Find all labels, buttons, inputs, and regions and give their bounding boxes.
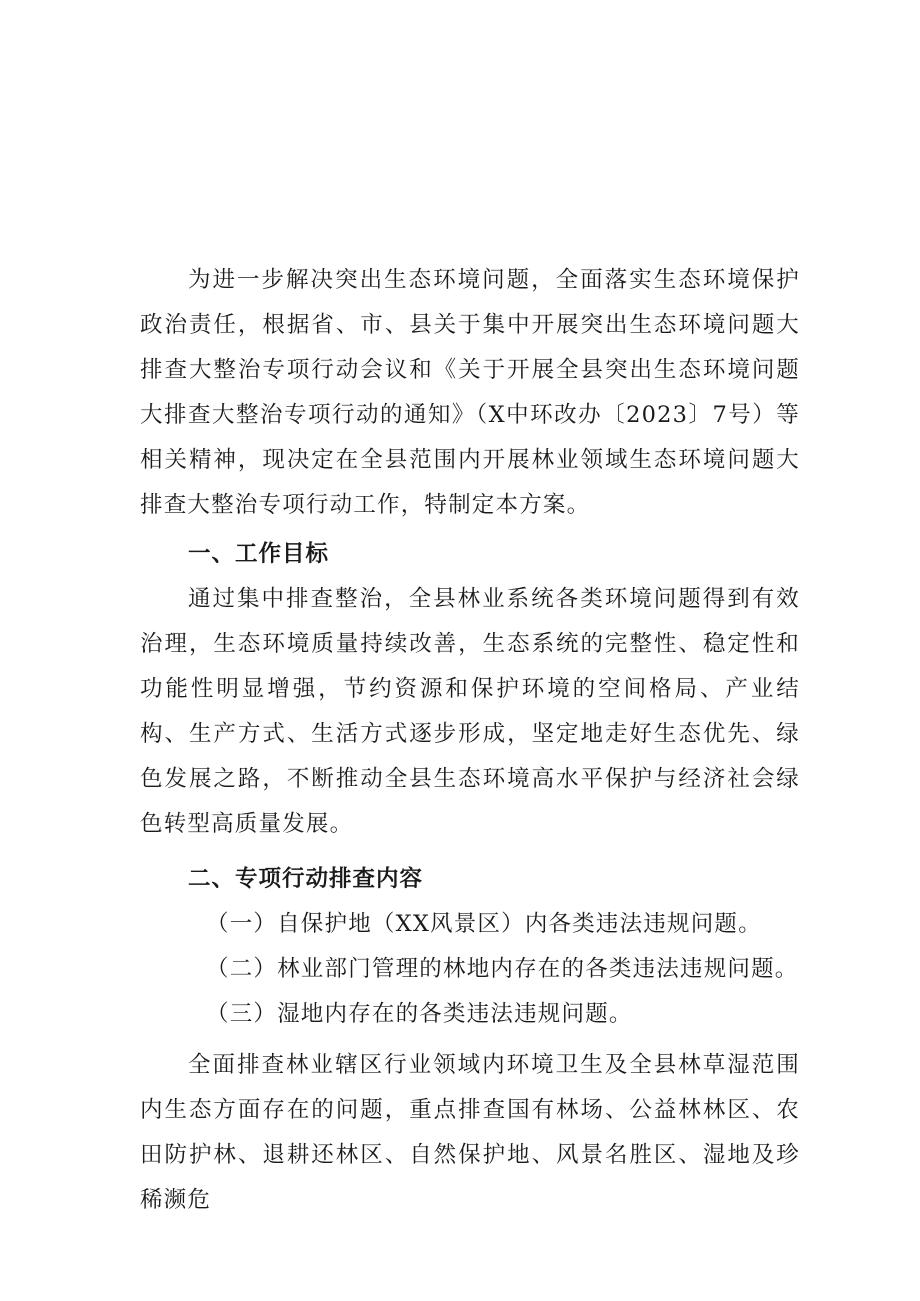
work-goals-paragraph: 通过集中排查整治，全县林业系统各类环境问题得到有效治理，生态环境质量持续改善，生态系统的完整性、稳定性和功能性明显增强，节约资源和保护环境的空间格局、产业结构、生产方式、生活方式逐步形成，坚定地走好生态优先、绿色发展之路，不断推动全县生态环境高水平保护与经济社会绿色转型高质量发展。 bbox=[140, 586, 800, 837]
inspection-item-1: （一）自保护地（XX风景区）内各类违法违规问题。 bbox=[206, 911, 762, 937]
document-body bbox=[140, 258, 800, 1223]
intro-paragraph: 为进一步解决突出生态环境问题，全面落实生态环境保护政治责任，根据省、市、县关于集中开展突出生态环境问题大排查大整治专项行动会议和《关于开展全县突出生态环境问题大排查大整治专项行动的通知》（X中环改办〔2023〕7号）等相关精神，现决定在全县范围内开展林业领域生态环境问题大排查大整治专项行动工作，特制定本方案。 bbox=[140, 267, 800, 518]
inspection-scope-paragraph: 全面排查林业辖区行业领域内环境卫生及全县林草湿范围内生态方面存在的问题，重点排查国有林场、公益林林区、农田防护林、退耕还林区、自然保护地、风景名胜区、湿地及珍稀濒危 bbox=[140, 1052, 800, 1213]
inspection-item-3: （三）湿地内存在的各类违法违规问题。 bbox=[206, 1001, 633, 1027]
section-heading-work-goals: 一、工作目标 bbox=[188, 541, 330, 567]
inspection-item-2: （二）林业部门管理的林地内存在的各类违法违规问题。 bbox=[206, 956, 799, 982]
section-heading-inspection-content: 二、专项行动排查内容 bbox=[188, 866, 424, 892]
